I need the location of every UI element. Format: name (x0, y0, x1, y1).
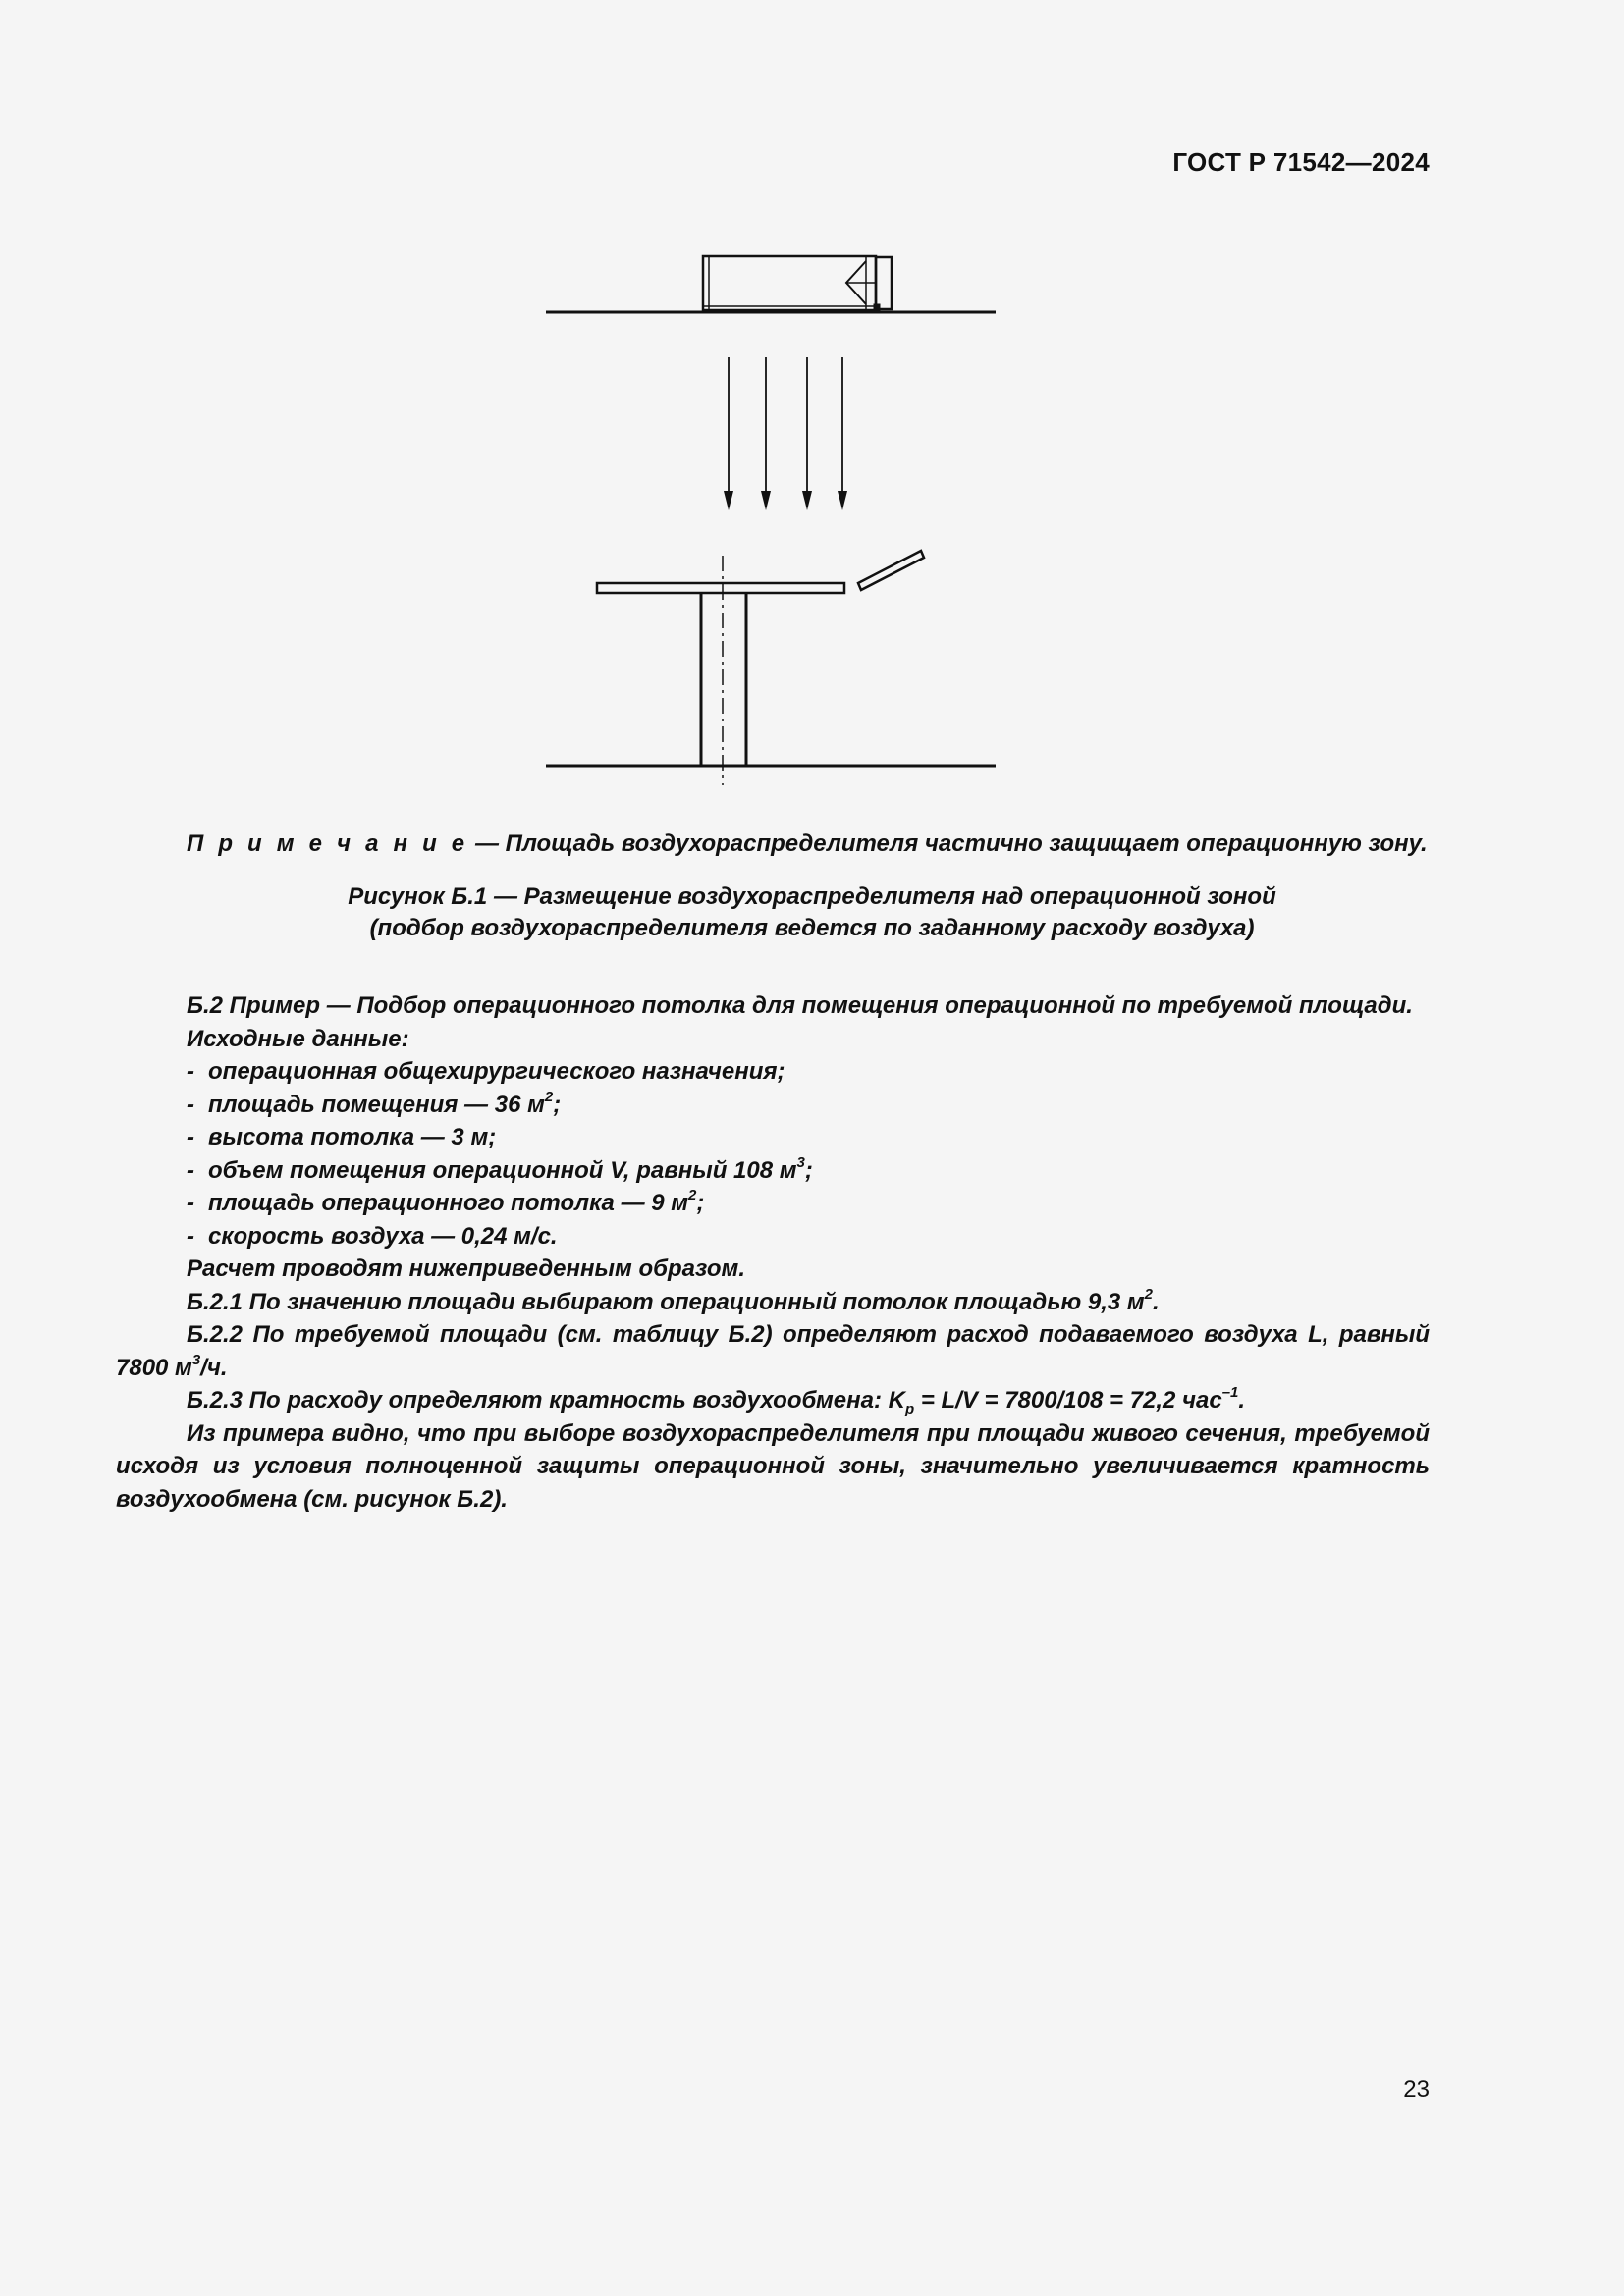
figure-caption (0, 881, 1624, 944)
note-label: П р и м е ч а н и е (187, 830, 469, 857)
calc-intro: Расчет проводят нижеприведенным образом. (187, 1255, 745, 1282)
list-item: - высота потолка — 3 м; (187, 1124, 497, 1150)
operating-table-top (597, 583, 844, 593)
caption-line-2: (подбор воздухораспределителя ведется по заданному расходу воздуха) (369, 915, 1255, 941)
conclusion: Из примера видно, что при выборе воздухораспределителя при площади живого сечения, требуемой исходя из условия полноценной защиты операционной зоны, значительно увеличивается кратность воздухообмена (см. рисунок Б.2). (116, 1419, 1430, 1513)
list-item: - скорость воздуха — 0,24 м/с. (187, 1222, 558, 1250)
input-data-label: Исходные данные: (187, 1025, 409, 1052)
clause-b21: Б.2.1 По значению площади выбирают операционный потолок площадью 9,3 $м^2$. (187, 1285, 1160, 1315)
caption-line-1: Рисунок Б.1 — Размещение воздухораспределителя над операционной зоной (348, 883, 1276, 910)
air-distributor-diagram (530, 243, 1001, 793)
list-item: - объем помещения операционной V, равный 108 $м^3$; (187, 1153, 813, 1184)
note-text: — Площадь воздухораспределителя частично защищает операционную зону. (468, 830, 1428, 857)
air-flow-arrows (729, 357, 842, 501)
section-b2 (116, 989, 1430, 1516)
list-item: - площадь помещения — 36 $м^2$; (187, 1088, 562, 1118)
tilted-panel (858, 551, 924, 590)
clause-b22: Б.2.2 По требуемой площади (см. таблицу Б.2) определяют расход подаваемого воздуха L, равный 7800 $м^3/ч$. (116, 1321, 1430, 1381)
list-item: - площадь операционного потолка — 9 $м^2$; (187, 1187, 705, 1216)
clause-b23: Б.2.3 По расходу определяют кратность воздухообмена: $K_p = L/V = 7800/108 = 72,2$ час$^{-1}$. (187, 1384, 1246, 1417)
section-heading: Б.2 Пример — Подбор операционного потолка для помещения операционной по требуемой площади. (187, 992, 1413, 1019)
document-code: ГОСТ Р 71542—2024 (1172, 147, 1430, 177)
page-number: 23 (1403, 2076, 1430, 2103)
figure-note (187, 830, 1428, 858)
list-item: - операционная общехирургического назначения; (187, 1058, 785, 1085)
